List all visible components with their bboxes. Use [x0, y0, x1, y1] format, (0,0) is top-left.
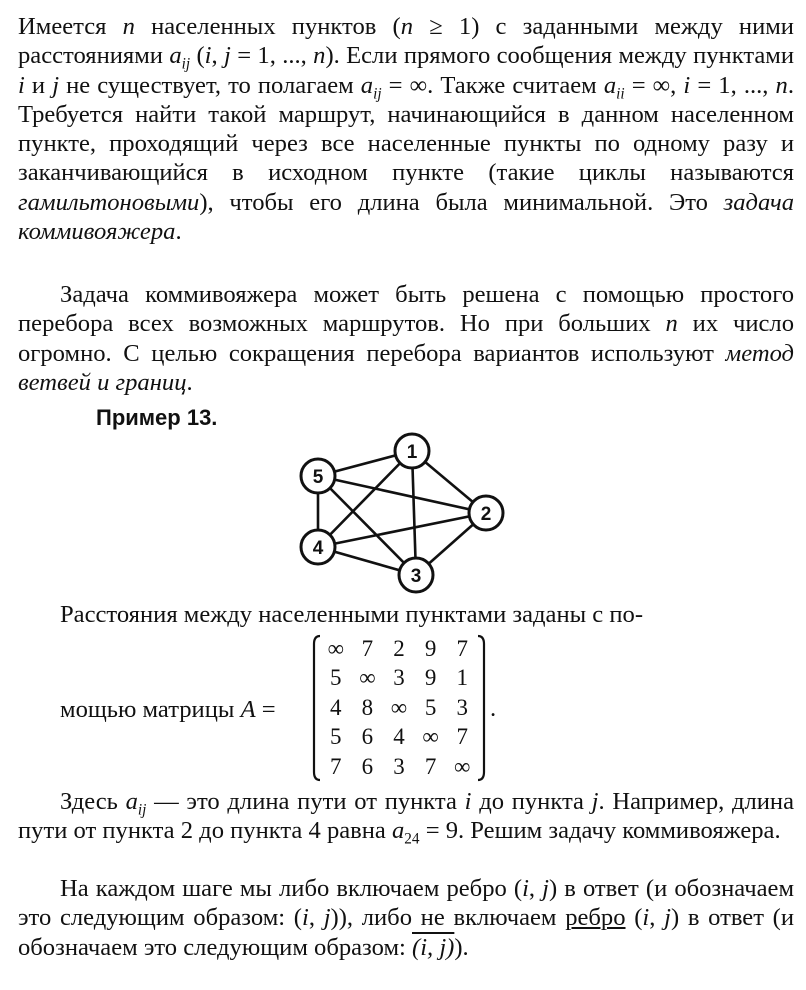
text-run: n [313, 42, 326, 70]
branching-paragraph [18, 874, 794, 962]
matrix-cell: 5 [424, 694, 437, 720]
text-run: населенных пунктов ( [134, 13, 401, 40]
text-run: . [186, 368, 193, 396]
text-run: i [642, 904, 650, 932]
text-run: j [542, 875, 549, 902]
matrix-cell: 6 [361, 724, 374, 750]
text-run: = ∞, [624, 71, 684, 99]
matrix-cell: ∞ [390, 694, 408, 720]
text-run: i [522, 875, 529, 902]
text-run: a [603, 71, 617, 99]
matrix-cell: 8 [361, 694, 374, 720]
text-run: ребро [565, 904, 626, 932]
graph-node-label: 3 [410, 566, 422, 587]
method-paragraph [18, 280, 794, 397]
text-run: , [528, 875, 543, 902]
matrix-cell: 5 [330, 724, 342, 750]
matrix-equals: = [255, 696, 276, 723]
text-run: их число огромно. С целью сокращения перебора вариантов используют [18, 310, 794, 367]
matrix-cell: ∞ [422, 724, 439, 750]
matrix-cell: 7 [456, 635, 468, 661]
text-run: i [302, 904, 309, 932]
matrix-cell: 4 [393, 724, 405, 750]
example-heading: Пример 13. [96, 405, 218, 430]
matrix-cell: 7 [424, 753, 437, 779]
matrix-cell: ∞ [453, 753, 471, 779]
matrix-cell: 7 [361, 635, 374, 661]
text-run: , [308, 904, 324, 932]
text-run: = 9. Решим задачу коммивояжера. [419, 817, 781, 845]
text-run: n [122, 13, 135, 40]
text-run: ) в ответ (и обозначаем это следующим образом: [18, 904, 795, 961]
text-run: n [775, 71, 788, 99]
text-run: n [665, 310, 678, 338]
graph-diagram [290, 422, 520, 597]
text-run: a [169, 42, 182, 70]
graph-node-label: 5 [312, 467, 324, 488]
distance-matrix [312, 634, 486, 782]
text-run: j [323, 904, 331, 932]
graph-edge-2-4 [318, 513, 486, 547]
text-run: не существует, то полагаем [59, 71, 361, 99]
text-run: = 1, ..., [690, 71, 776, 99]
text-run: i [464, 788, 472, 815]
graph-edge-2-5 [318, 476, 486, 513]
text-run: i [683, 71, 691, 99]
text-run: j [664, 904, 671, 932]
text-run: )), либо не включаем [330, 904, 566, 932]
text-run: ), чтобы его длина была минимальной. Это [199, 188, 724, 216]
text-run: n [400, 13, 414, 40]
matrix-symbol: A [240, 696, 256, 723]
matrix-cell: 4 [330, 694, 342, 720]
matrix-label [60, 695, 276, 724]
graph-edge-1-3 [412, 451, 416, 575]
text-run: 24 [404, 830, 420, 848]
text-run: . Например, длина пути от пункта 2 до пункта 4 равна [18, 788, 795, 845]
graph-node-label: 4 [312, 538, 324, 559]
text-run: . [175, 218, 182, 246]
text-run: a [125, 788, 138, 815]
text-run: — это длина пути от пункта [146, 788, 465, 815]
definition-paragraph [18, 787, 794, 846]
text-run: ≥ 1) с заданными между ними расстояниями [18, 13, 794, 70]
text-run: (i, j) [412, 933, 455, 961]
text-run: метод ветвей и границ [18, 339, 794, 396]
text-run: ). Если прямого сообщения между пунктами [325, 42, 795, 70]
text-run: Имеется [18, 13, 123, 40]
text-run: i [18, 71, 25, 99]
matrix-intro-text: Расстояния между населенными пунктами заданы с по- [60, 601, 644, 628]
matrix-cell: 6 [361, 753, 374, 779]
matrix-cell: ∞ [359, 665, 376, 691]
text-run: , [211, 42, 224, 70]
matrix-cell: 7 [456, 724, 468, 750]
text-run: ij [373, 84, 382, 102]
matrix-cell: 5 [330, 665, 342, 691]
text-run: и [24, 71, 53, 99]
text-run: j [224, 42, 231, 70]
text-run: , [649, 904, 665, 932]
text-run: = ∞. Также считаем [381, 71, 604, 99]
text-run: задача коммивояжера [18, 188, 794, 246]
text-run: ii [616, 84, 625, 102]
text-run: ij [181, 55, 191, 73]
text-run: Задача коммивояжера может быть решена с помощью простого перебора всех возможных маршрутов. Но при больших [18, 281, 794, 338]
graph-node-label: 2 [480, 504, 492, 525]
text-run: ij [137, 801, 147, 819]
matrix-cell: 3 [393, 665, 405, 691]
text-run: a [360, 71, 374, 99]
text-run: ( [625, 904, 643, 932]
text-run: На каждом шаге мы либо включаем ребро ( [60, 875, 523, 902]
graph-node-label: 1 [406, 442, 418, 463]
intro-paragraph [18, 12, 794, 246]
text-run: ). [454, 933, 469, 961]
matrix-cell: 1 [456, 665, 468, 691]
matrix-cell: 2 [393, 635, 405, 661]
matrix-cell: 9 [424, 635, 437, 661]
matrix-cell: 7 [330, 753, 342, 779]
text-run: ) в ответ (и обозначаем это следующим образом: ( [18, 875, 795, 932]
text-run: до пункта [471, 788, 592, 815]
matrix-grid [320, 634, 478, 782]
text-run: j [52, 71, 60, 99]
matrix-cell: ∞ [327, 635, 344, 661]
matrix-cell: 3 [393, 753, 405, 779]
text-run: ( [190, 42, 205, 70]
text-run: гамильтоновыми [18, 188, 200, 216]
matrix-cell: 3 [456, 694, 468, 720]
text-run: i [204, 42, 212, 70]
text-run: j [591, 788, 599, 815]
text-run: = 1, ..., [230, 42, 314, 70]
matrix-period: . [490, 695, 497, 722]
matrix-label-text: мощью матрицы [60, 696, 241, 723]
text-run: Здесь [60, 788, 126, 815]
text-run: . Требуется найти такой маршрут, начинающийся в данном населенном пункте, проходящий через все населенные пункты по одному разу и заканчивающийся в исходном пункте (такие циклы называются [18, 71, 794, 187]
matrix-cell: 9 [424, 665, 437, 691]
text-run: a [392, 817, 405, 845]
